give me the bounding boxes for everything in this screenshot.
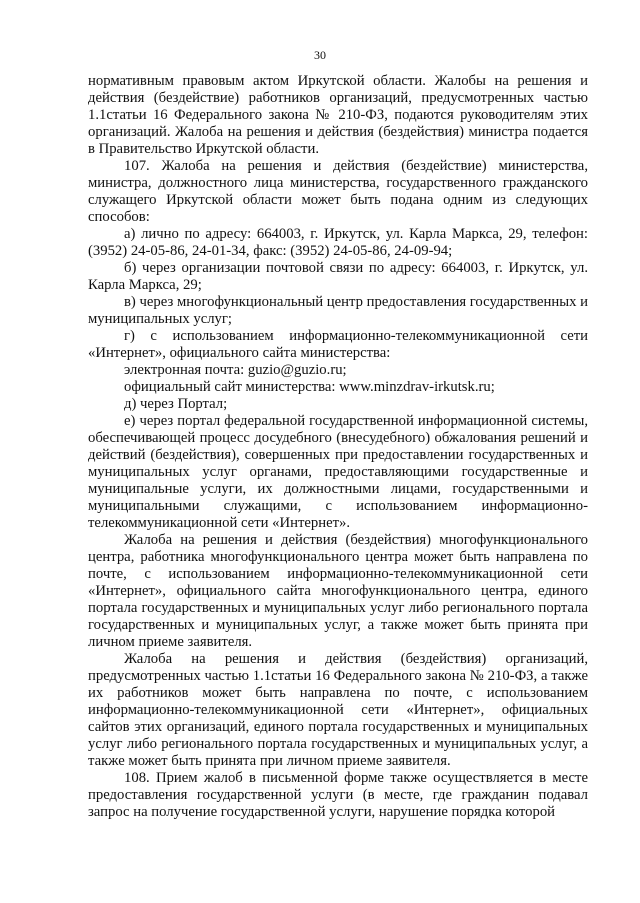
paragraph: а) лично по адресу: 664003, г. Иркутск, ул. Карла Маркса, 29, телефон: (3952) 24-05-86, 24-01-34, факс: (3952) 24-05-86, 24-09-94; <box>88 226 588 259</box>
paragraph: Жалоба на решения и действия (бездействия) организаций, предусмотренных частью 1.1статьи 16 Федерального закона № 210-ФЗ, а также их работников может быть направлена по почте, с использованием информационно-телекоммуникационной сети «Интернет», официальных сайтов этих организаций, единого портала государственных и муниципальных услуг либо регионального портала государственных и муниципальных услуг, а также может быть принята при личном приеме заявителя. <box>88 651 588 769</box>
paragraph: электронная почта: guzio@guzio.ru; <box>124 362 347 378</box>
paragraph: Жалоба на решения и действия (бездействия) многофункционального центра, работника многофункционального центра может быть направлена по почте, с использованием информационно-телекоммуникационной сети «Интернет», официального сайта многофункционального центра, единого портала государственных и муниципальных услуг либо регионального портала государственных и муниципальных услуг, а также может быть принята при личном приеме заявителя. <box>88 532 588 650</box>
document-body <box>88 73 588 821</box>
paragraph: 108. Прием жалоб в письменной форме также осуществляется в месте предоставления государственной услуги (в месте, где гражданин подавал запрос на получение государственной услуги, нарушение порядка которой <box>88 770 588 820</box>
paragraph: в) через многофункциональный центр предоставления государственных и муниципальных услуг; <box>88 294 588 327</box>
paragraph: официальный сайт министерства: www.minzdrav-irkutsk.ru; <box>124 379 495 395</box>
paragraph: е) через портал федеральной государственной информационной системы, обеспечивающей процесс досудебного (внесудебного) обжалования решений и действий (бездействия), совершенных при предоставлении государственных и муниципальных услуг органами, предоставляющими государственные и муниципальные услуги, их должностными лицами, государственными и муниципальными служащими, с использованием информационно-телекоммуникационной сети «Интернет». <box>88 413 588 531</box>
paragraph: нормативным правовым актом Иркутской области. Жалобы на решения и действия (бездействие) работников организаций, предусмотренных частью 1.1статьи 16 Федерального закона № 210-ФЗ, подаются руководителям этих организаций. Жалоба на решения и действия (бездействия) министра подается в Правительство Иркутской области. <box>88 73 588 157</box>
paragraph: б) через организации почтовой связи по адресу: 664003, г. Иркутск, ул. Карла Маркса, 29; <box>88 260 588 293</box>
paragraph: 107. Жалоба на решения и действия (бездействие) министерства, министра, должностного лица министерства, государственного гражданского служащего Иркутской области может быть подана одним из следующих способов: <box>88 158 588 225</box>
page-number: 30 <box>314 48 326 62</box>
paragraph: д) через Портал; <box>124 396 228 412</box>
paragraph: г) с использованием информационно-телекоммуникационной сети «Интернет», официального сайта министерства: <box>88 328 588 361</box>
